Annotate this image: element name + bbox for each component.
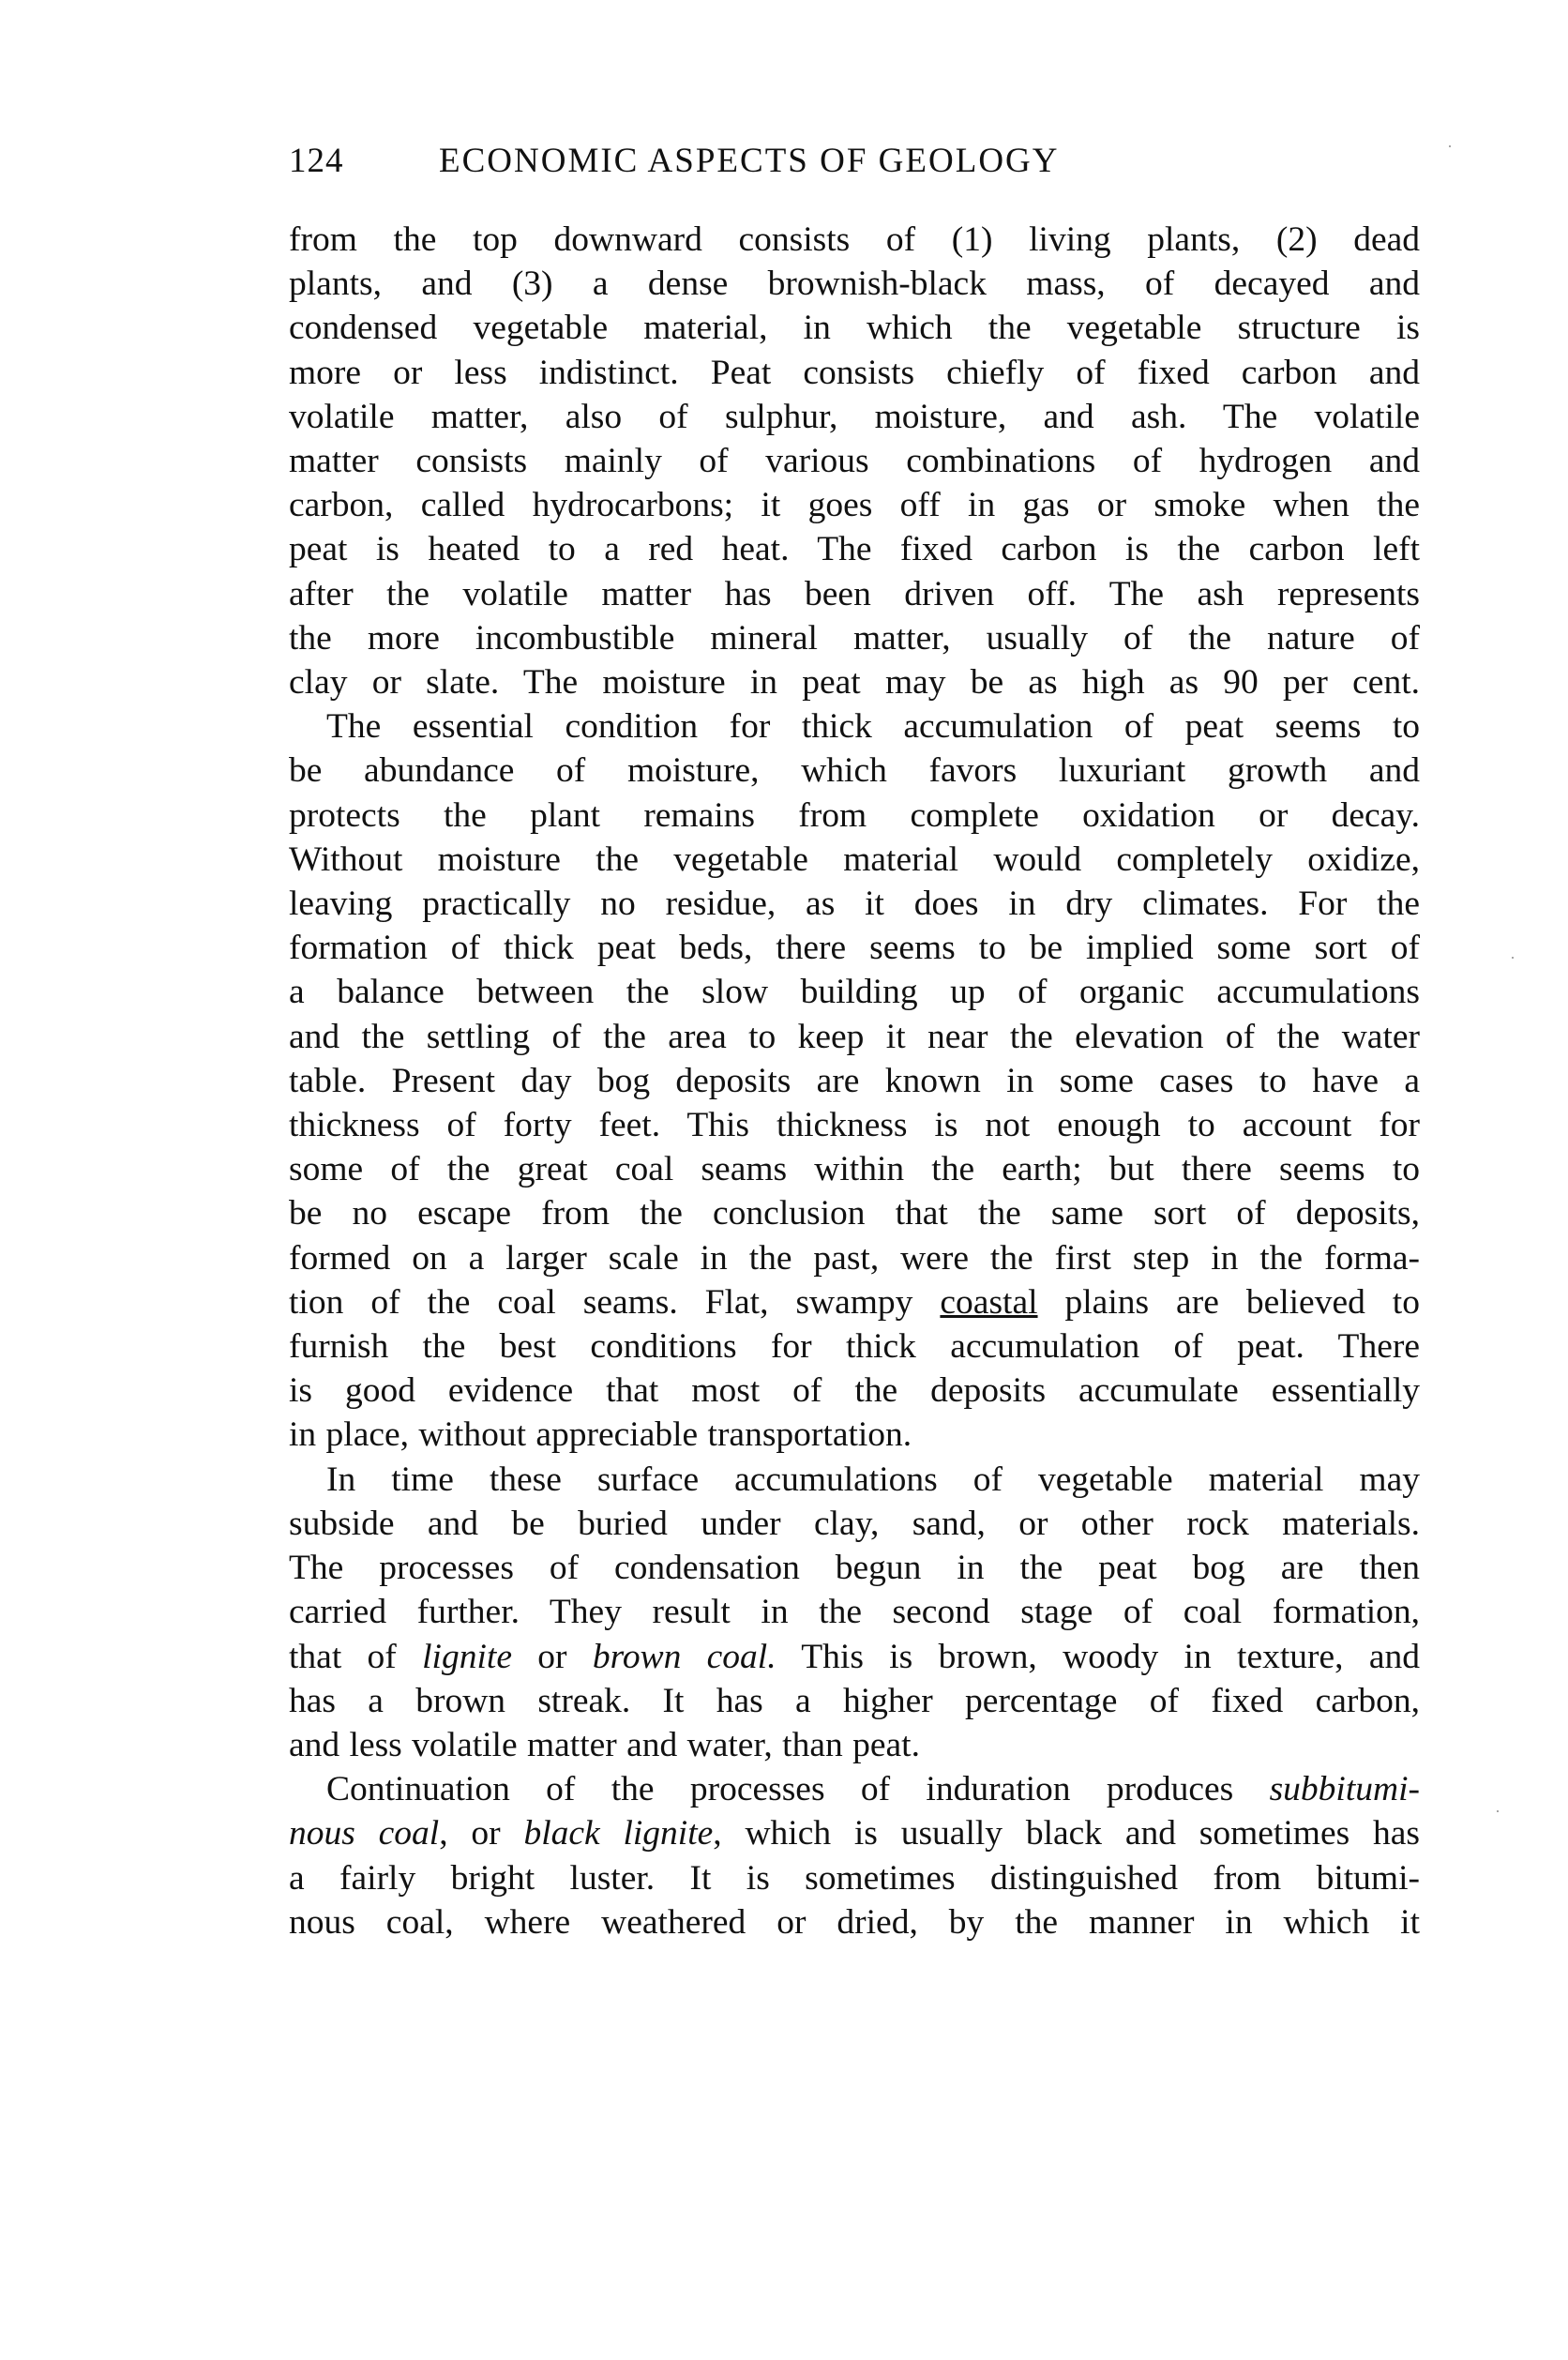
text-line: is good evidence that most of the deposits accumulate essentially bbox=[289, 1371, 1420, 1411]
text-line: some of the great coal seams within the earth; but there seems to bbox=[289, 1150, 1420, 1189]
text-line: carbon, called hydrocarbons; it goes off in gas or smoke when the bbox=[289, 486, 1420, 525]
text-line: carried further. They result in the second stage of coal formation, bbox=[289, 1593, 1420, 1632]
italic-term: black lignite bbox=[523, 1814, 714, 1853]
text-line-with-italics bbox=[289, 1635, 1420, 1679]
text-line: condensed vegetable material, in which the vegetable structure is bbox=[289, 309, 1420, 348]
text-line: a balance between the slow building up of organic accumulations bbox=[289, 973, 1420, 1012]
text-line: formed on a larger scale in the past, were the first step in the forma- bbox=[289, 1238, 1420, 1278]
italic-term: nous coal bbox=[289, 1814, 440, 1853]
scan-speck bbox=[1497, 1810, 1499, 1812]
text-line: subside and be buried under clay, sand, or other rock materials. bbox=[289, 1504, 1420, 1543]
body-text bbox=[289, 218, 1420, 1944]
text-line: has a brown streak. It has a higher percentage of fixed carbon, bbox=[289, 1681, 1420, 1720]
text-segment: , or bbox=[439, 1814, 524, 1853]
text-line: volatile matter, also of sulphur, moisture, and ash. The volatile bbox=[289, 397, 1420, 436]
text-line: plants, and (3) a dense brownish-black mass, of decayed and bbox=[289, 265, 1420, 304]
paragraph-peat-composition bbox=[289, 218, 1420, 704]
text-line: In time these surface accumulations of vegetable material may bbox=[326, 1460, 1420, 1499]
paragraph-lignite bbox=[289, 1458, 1420, 1767]
italic-term: brown coal. bbox=[592, 1637, 776, 1676]
running-head bbox=[289, 141, 1420, 197]
scan-speck bbox=[1512, 957, 1514, 959]
text-segment: that of bbox=[289, 1637, 423, 1676]
running-title: ECONOMIC ASPECTS OF GEOLOGY bbox=[439, 142, 1060, 180]
text-line-with-underline bbox=[289, 1280, 1420, 1324]
text-line: Without moisture the vegetable material would completely oxidize, bbox=[289, 840, 1420, 879]
page-number: 124 bbox=[289, 142, 344, 180]
text-segment: plains are believed to bbox=[1037, 1282, 1420, 1322]
text-line: clay or slate. The moisture in peat may be as high as 90 per cent. bbox=[289, 663, 1420, 703]
text-line: the more incombustible mineral matter, usually of the nature of bbox=[289, 618, 1420, 658]
text-segment: Continuation of the processes of induration produces bbox=[326, 1770, 1270, 1809]
text-line: furnish the best conditions for thick accumulation of peat. There bbox=[289, 1327, 1420, 1367]
text-line: formation of thick peat beds, there seems to be implied some sort of bbox=[289, 929, 1420, 968]
text-line: after the volatile matter has been driven off. The ash represents bbox=[289, 574, 1420, 613]
text-line: The essential condition for thick accumulation of peat seems to bbox=[326, 707, 1420, 747]
text-line: matter consists mainly of various combinations of hydrogen and bbox=[289, 442, 1420, 481]
paragraph-subbituminous bbox=[289, 1767, 1420, 1944]
text-line-with-italics bbox=[289, 1767, 1420, 1811]
text-line: The processes of condensation begun in the peat bog are then bbox=[289, 1549, 1420, 1588]
text-segment: or bbox=[511, 1637, 593, 1676]
text-line: protects the plant remains from complete oxidation or decay. bbox=[289, 795, 1420, 835]
text-line: a fairly bright luster. It is sometimes distinguished from bitumi- bbox=[289, 1858, 1420, 1898]
text-line: peat is heated to a red heat. The fixed carbon is the carbon left bbox=[289, 530, 1420, 569]
text-line: table. Present day bog deposits are known in some cases to have a bbox=[289, 1061, 1420, 1100]
text-line: and the settling of the area to keep it near the elevation of the water bbox=[289, 1017, 1420, 1056]
text-segment: This is brown, woody in texture, and bbox=[776, 1637, 1420, 1676]
text-line-with-italics bbox=[289, 1811, 1420, 1855]
text-line: more or less indistinct. Peat consists chiefly of fixed carbon and bbox=[289, 353, 1420, 392]
italic-term: subbitumi- bbox=[1269, 1770, 1420, 1809]
text-segment: tion of the coal seams. Flat, swampy bbox=[289, 1282, 941, 1322]
paragraph-essential-condition bbox=[289, 704, 1420, 1457]
underlined-word: coastal bbox=[940, 1282, 1038, 1322]
book-page bbox=[289, 141, 1420, 1944]
text-line: and less volatile matter and water, than peat. bbox=[289, 1725, 920, 1764]
text-line: thickness of forty feet. This thickness is not enough to account for bbox=[289, 1106, 1420, 1145]
text-line: nous coal, where weathered or dried, by the manner in which it bbox=[289, 1902, 1420, 1942]
scan-speck bbox=[1449, 145, 1451, 147]
text-line: be abundance of moisture, which favors luxuriant growth and bbox=[289, 751, 1420, 791]
text-line: be no escape from the conclusion that the same sort of deposits, bbox=[289, 1194, 1420, 1233]
text-line: from the top downward consists of (1) living plants, (2) dead bbox=[289, 220, 1420, 259]
text-segment: , which is usually black and sometimes has bbox=[713, 1814, 1420, 1853]
text-line: in place, without appreciable transportation. bbox=[289, 1415, 912, 1455]
italic-term: lignite bbox=[422, 1637, 512, 1676]
text-line: leaving practically no residue, as it does in dry climates. For the bbox=[289, 885, 1420, 924]
